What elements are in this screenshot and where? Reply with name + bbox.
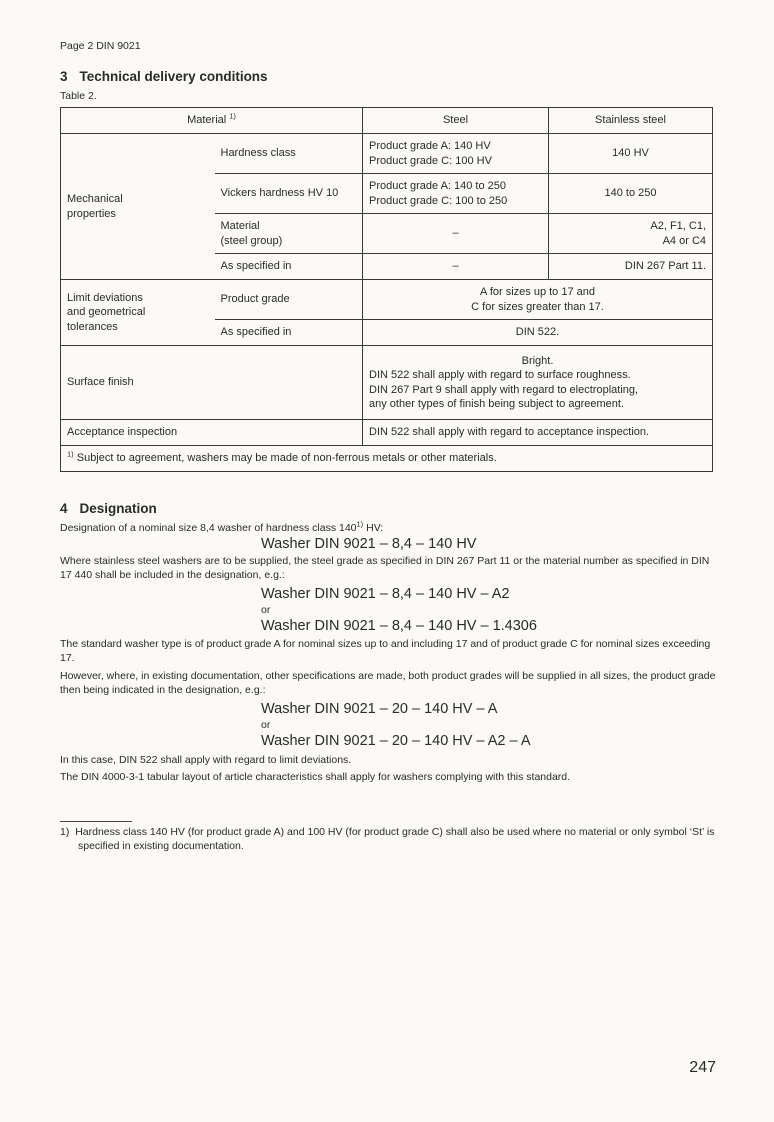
section-4-title: Designation [79, 501, 157, 516]
limit-as-specified-in-value: DIN 522. [363, 320, 713, 346]
page-footnote [60, 826, 716, 854]
header-material [61, 108, 363, 134]
or-label: or [261, 604, 271, 617]
header-material-note: 1) [229, 111, 236, 121]
designation-example-1: Washer DIN 9021 – 8,4 – 140 HV [261, 536, 477, 553]
page-footnote-text: Hardness class 140 HV (for product grade A) and 100 HV (for product grade C) shall also be used where no material or only symbol ‘St’ is specified in existing documentation. [75, 826, 715, 852]
header-stainless-steel: Stainless steel [549, 108, 713, 134]
section-3-heading [60, 68, 268, 86]
material-steel-group-steel: – [363, 214, 549, 254]
table-footnote-text: Subject to agreement, washers may be made of non-ferrous metals or other materials. [76, 452, 497, 465]
surface-finish-text: DIN 522 shall apply with regard to surface roughness. DIN 267 Part 9 shall apply with regard to electroplating, any other types of finish being subject to agreement. [369, 369, 639, 410]
mechanical-properties-cell: Mechanical properties [61, 134, 215, 280]
vickers-hardness-label: Vickers hardness HV 10 [215, 174, 363, 214]
or-label: or [261, 719, 271, 732]
page-number: 247 [689, 1059, 716, 1076]
hardness-class-stainless: 140 HV [549, 134, 713, 174]
paragraph-text: Designation of a nominal size 8,4 washer of hardness class 140 [60, 521, 357, 534]
footnote-ref: 1) [356, 519, 364, 529]
header-steel: Steel [363, 108, 549, 134]
section-4-number: 4 [60, 501, 68, 516]
header-material-label: Material [187, 114, 227, 127]
section-4 [60, 500, 716, 785]
table-label: Table 2. [60, 90, 97, 102]
surface-finish-value [363, 346, 713, 420]
limit-deviations-cell: Limit deviations and geometrical tolerances [61, 280, 215, 346]
hardness-class-steel: Product grade A: 140 HV Product grade C: 100 HV [363, 134, 549, 174]
table-footnote-row [61, 446, 713, 472]
table-row [61, 420, 713, 446]
table-footnote-mark: 1) [67, 449, 74, 459]
designation-example-5: Washer DIN 9021 – 20 – 140 HV – A2 – A [261, 733, 531, 749]
designation-example-2: Washer DIN 9021 – 8,4 – 140 HV – A2 [261, 585, 510, 602]
surface-finish-label: Surface finish [61, 346, 363, 420]
product-grade-label: Product grade [215, 280, 363, 320]
section-4-heading [60, 500, 716, 518]
page-header: Page 2 DIN 9021 [60, 40, 141, 52]
paragraph-text-end: HV: [363, 521, 384, 534]
paragraph [60, 519, 716, 536]
footnote-rule [60, 821, 132, 822]
designation-example-4: Washer DIN 9021 – 20 – 140 HV – A [261, 700, 498, 717]
vickers-hardness-steel: Product grade A: 140 to 250 Product grade C: 100 to 250 [363, 174, 549, 214]
product-grade-value: A for sizes up to 17 and C for sizes greater than 17. [363, 280, 713, 320]
vickers-hardness-stainless: 140 to 250 [549, 174, 713, 214]
table-footnote [61, 446, 713, 472]
acceptance-inspection-value: DIN 522 shall apply with regard to acceptance inspection. [363, 420, 713, 446]
as-specified-in-steel: – [363, 254, 549, 280]
table-row [61, 134, 713, 174]
paragraph: However, where, in existing documentation, other specifications are made, both product grades will be supplied in all sizes, the product grade then being indicated in the designation, e.g.: [60, 670, 716, 696]
paragraph: In this case, DIN 522 shall apply with regard to limit deviations. [60, 753, 352, 766]
material-steel-group-stainless: A2, F1, C1, A4 or C4 [549, 214, 713, 254]
acceptance-inspection-label: Acceptance inspection [61, 420, 363, 446]
table-row [61, 346, 713, 420]
table-header-row [61, 108, 713, 134]
page-footnote-mark: 1) [60, 826, 70, 838]
section-3-number: 3 [60, 69, 68, 84]
section-3-title: Technical delivery conditions [79, 69, 268, 84]
material-steel-group-label: Material (steel group) [215, 214, 363, 254]
limit-as-specified-in-label: As specified in [215, 320, 363, 346]
paragraph: Where stainless steel washers are to be supplied, the steel grade as specified in DIN 267 Part 11 or the material number as specified in DIN 17 440 shall be included in the designation, e.g.: [60, 554, 710, 581]
designation-example-3: Washer DIN 9021 – 8,4 – 140 HV – 1.4306 [261, 617, 537, 634]
paragraph: The standard washer type is of product grade A for nominal sizes up to and including 17 and of product grade C for nominal sizes exceeding 17. [60, 638, 711, 665]
hardness-class-label: Hardness class [215, 134, 363, 174]
surface-finish-bright: Bright. [521, 354, 554, 367]
table-row [61, 280, 713, 320]
paragraph: The DIN 4000-3-1 tabular layout of article characteristics shall apply for washers complying with this standard. [60, 771, 571, 784]
as-specified-in-stainless: DIN 267 Part 11. [549, 254, 713, 280]
technical-delivery-table [60, 107, 713, 472]
as-specified-in-label: As specified in [215, 254, 363, 280]
